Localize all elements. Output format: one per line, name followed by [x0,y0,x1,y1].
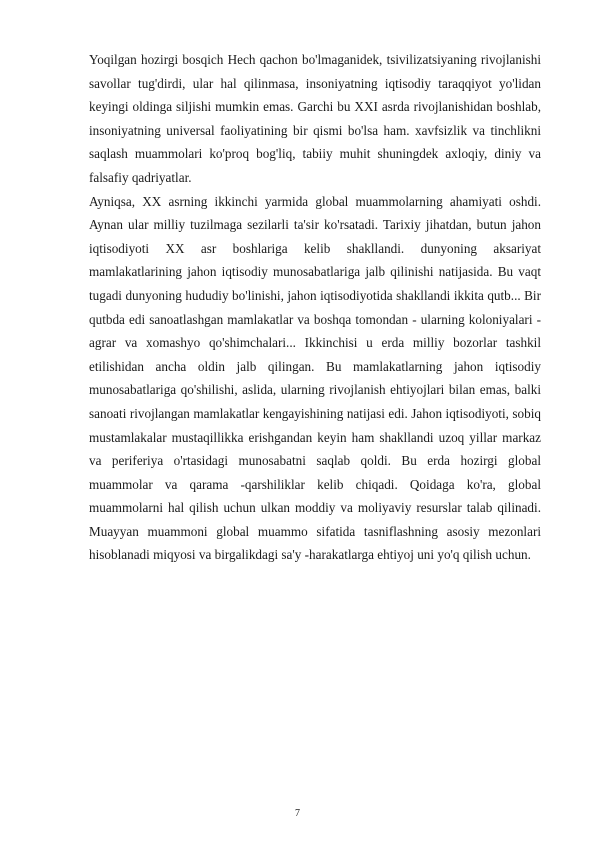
paragraph-2: Ayniqsa, XX asrning ikkinchi yarmida global muammolarning ahamiyati oshdi. Aynan ular milliy tuzilmaga sezilarli ta'sir ko'rsatadi. Tarixiy jihatdan, butun jahon iqtisodiyoti XX asr boshlariga kelib shakllandi. dunyoning aksariyat mamlakatlarining jahon iqtisodiy munosabatlariga jalb qilinishi natijasida. Bu vaqt tugadi dunyoning hududiy bo'linishi, jahon iqtisodiyotida shakllandi ikkita qutb... Bir qutbda edi sanoatlashgan mamlakatlar va boshqa tomondan - ularning koloniyalari - agrar va xomashyo qo'shimchalari... Ikkinchisi u erda milliy bozorlar tashkil etilishidan ancha oldin jalb qilingan. Bu mamlakatlarning jahon iqtisodiy munosabatlariga qo'shilishi, aslida, ularning rivojlanish ehtiyojlari bilan emas, balki sanoati rivojlangan mamlakatlar kengayishining natijasi edi. Jahon iqtisodiyoti, sobiq mustamlakalar mustaqillikka erishgandan keyin ham shakllandi uzoq yillar markaz va periferiya o'rtasidagi munosabatni saqlab qoldi. Bu erda hozirgi global muammolar va qarama -qarshiliklar kelib chiqadi. Qoidaga ko'ra, global muammolarni hal qilish uchun ulkan moddiy va moliyaviy resurslar talab qilinadi. Muayyan muammoni global muammo sifatida tasniflashning asosiy mezonlari hisoblanadi miqyosi va birgalikdagi sa'y -harakatlarga ehtiyoj uni yo'q qilish uchun. [89,193,541,563]
body-text [89,48,541,567]
paragraph-1: Yoqilgan hozirgi bosqich Hech qachon bo'lmaganidek, tsivilizatsiyaning rivojlanishi savollar tug'dirdi, ular hal qilinmasa, insoniyatning iqtisodiy taraqqiyot yo'lidan keyingi oldinga siljishi mumkin emas. Garchi bu XXI asrda rivojlanishidan boshlab, insoniyatning universal faoliyatining bir qismi bo'lsa ham. xavfsizlik va tinchlikni saqlash muammolari ko'proq bog'liq, tabiiy muhit shuningdek axloqiy, diniy va falsafiy qadriyatlar. [89,52,541,185]
page-number: 7 [295,808,300,819]
